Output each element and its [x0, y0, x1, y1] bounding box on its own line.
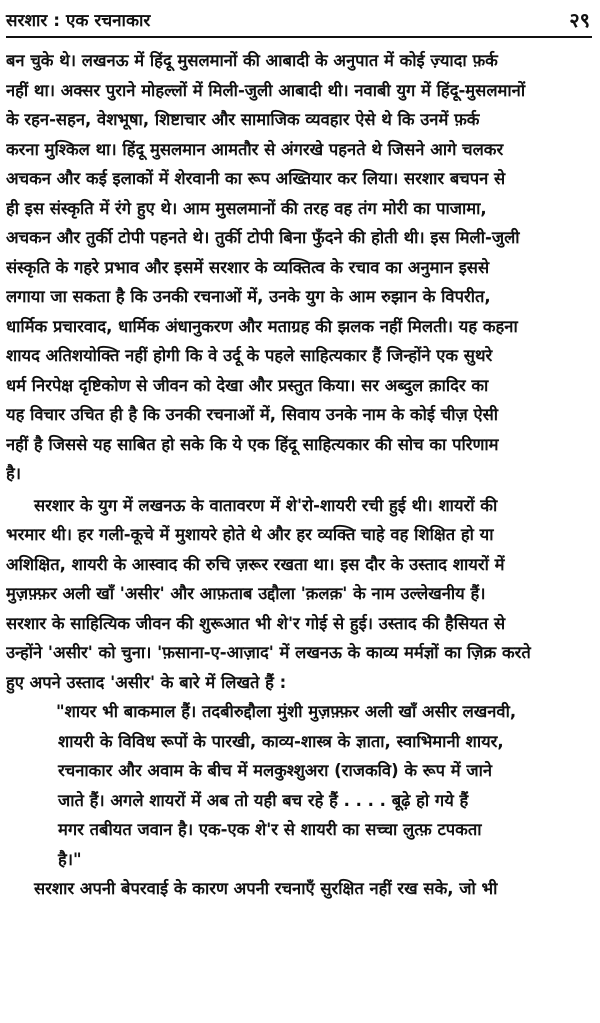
block-quote	[6, 697, 590, 874]
text-line: उन्होंने 'असीर' को चुना। 'फ़साना-ए-आज़ाद' में लखनऊ के काव्य मर्मज्ञों का ज़िक्र करते	[6, 643, 531, 662]
page-number: २९	[569, 8, 590, 32]
page-header	[6, 4, 592, 38]
text-line: संस्कृति के गहरे प्रभाव और इसमें सरशार के व्यक्तित्व के रचाव का अनुमान इससे	[6, 257, 490, 277]
text-line: नहीं है जिससे यह साबित हो सके कि ये एक हिंदू साहित्यकार की सोच का परिणाम	[6, 434, 499, 454]
text-line: नहीं था। अक्सर पुराने मोहल्लों में मिली-जुली आबादी थी। नवाबी युग में हिंदू-मुसलमानों	[6, 80, 526, 100]
paragraph-2	[6, 491, 590, 698]
quote-line: रचनाकार और अवाम के बीच में मलकुश्शुअरा (राजकवि) के रूप में जाने	[58, 761, 493, 780]
text-line: अचकन और कई इलाकों में शेरवानी का रूप अख्तियार कर लिया। सरशार बचपन से	[6, 169, 506, 188]
text-line: ही इस संस्कृति में रंगे हुए थे। आम मुसलमानों की तरह वह तंग मोरी का पाजामा,	[6, 198, 487, 218]
text-line: हुए अपने उस्ताद 'असीर' के बारे में लिखते हैं :	[6, 672, 287, 692]
text-line: बन चुके थे। लखनऊ में हिंदू मुसलमानों की आबादी के अनुपात में कोई ज़्यादा फ़र्क	[6, 51, 498, 70]
text-line: यह विचार उचित ही है कि उनकी रचनाओं में, सिवाय उनके नाम के कोई चीज़ ऐसी	[6, 405, 499, 424]
text-line: अचकन और तुर्की टोपी पहनते थे। तुर्की टोपी बिना फुँदने की होती थी। इस मिली-जुली	[6, 228, 520, 247]
text-line: धर्म निरपेक्ष दृष्टिकोण से जीवन को देखा और प्रस्तुत किया। सर अब्दुल क़ादिर का	[6, 375, 489, 395]
quote-line: शायरी के विविध रूपों के पारखी, काव्य-शास्त्र के ज्ञाता, स्वाभिमानी शायर,	[58, 731, 504, 751]
quote-line: है।"	[58, 849, 82, 869]
text-line: है।	[6, 464, 22, 483]
text-line: सरशार अपनी बेपरवाई के कारण अपनी रचनाएँ सुरक्षित नहीं रख सके, जो भी	[34, 879, 498, 898]
text-line: भरमार थी। हर गली-कूचे में मुशायरे होते थे और हर व्यक्ति चाहे वह शिक्षित हो या	[6, 525, 494, 544]
running-head: सरशार : एक रचनाकार	[6, 11, 151, 31]
text-line: सरशार के साहित्यिक जीवन की शुरूआत भी शे'र गोई से हुई। उस्ताद की हैसियत से	[6, 613, 506, 633]
quote-line: मगर तबीयत जवान है। एक-एक शे'र से शायरी का सच्चा लुत्फ़ टपकता	[58, 820, 482, 839]
text-line: लगाया जा सकता है कि उनकी रचनाओं में, उनके युग के आम रुझान के विपरीत,	[6, 287, 491, 306]
paragraph-3	[6, 874, 590, 904]
body-text	[6, 46, 590, 904]
paragraph-1	[6, 46, 590, 489]
quote-line: जाते हैं। अगले शायरों में अब तो यही बच रहे हैं . . . . बूढ़े हो गये हैं	[58, 790, 469, 810]
text-line: धार्मिक प्रचारवाद, धार्मिक अंधानुकरण और मताग्रह की झलक नहीं मिलती। यह कहना	[6, 316, 518, 336]
text-line: शायद अतिशयोक्ति नहीं होगी कि वे उर्दू के पहले साहित्यकार हैं जिन्होंने एक सुथरे	[6, 346, 493, 365]
text-line: करना मुश्किल था। हिंदू मुसलमान आमतौर से अंगरखे पहनते थे जिसने आगे चलकर	[6, 139, 504, 159]
text-line: अशिक्षित, शायरी के आस्वाद की रुचि ज़रूर रखता था। इस दौर के उस्ताद शायरों में	[6, 554, 505, 574]
quote-line: "शायर भी बाकमाल हैं। तदबीरुद्दौला मुंशी मुज़फ़्फ़र अली खाँ असीर लखनवी,	[56, 702, 517, 721]
text-line: सरशार के युग में लखनऊ के वातावरण में शे'रो-शायरी रची हुई थी। शायरों की	[34, 495, 498, 515]
text-line: के रहन-सहन, वेशभूषा, शिष्टाचार और सामाजिक व्यवहार ऐसे थे कि उनमें फ़र्क	[6, 110, 480, 129]
text-line: मुज़फ़्फ़र अली खाँ 'असीर' और आफ़ताब उद्दौला 'क़लक़' के नाम उल्लेखनीय हैं।	[6, 584, 486, 603]
